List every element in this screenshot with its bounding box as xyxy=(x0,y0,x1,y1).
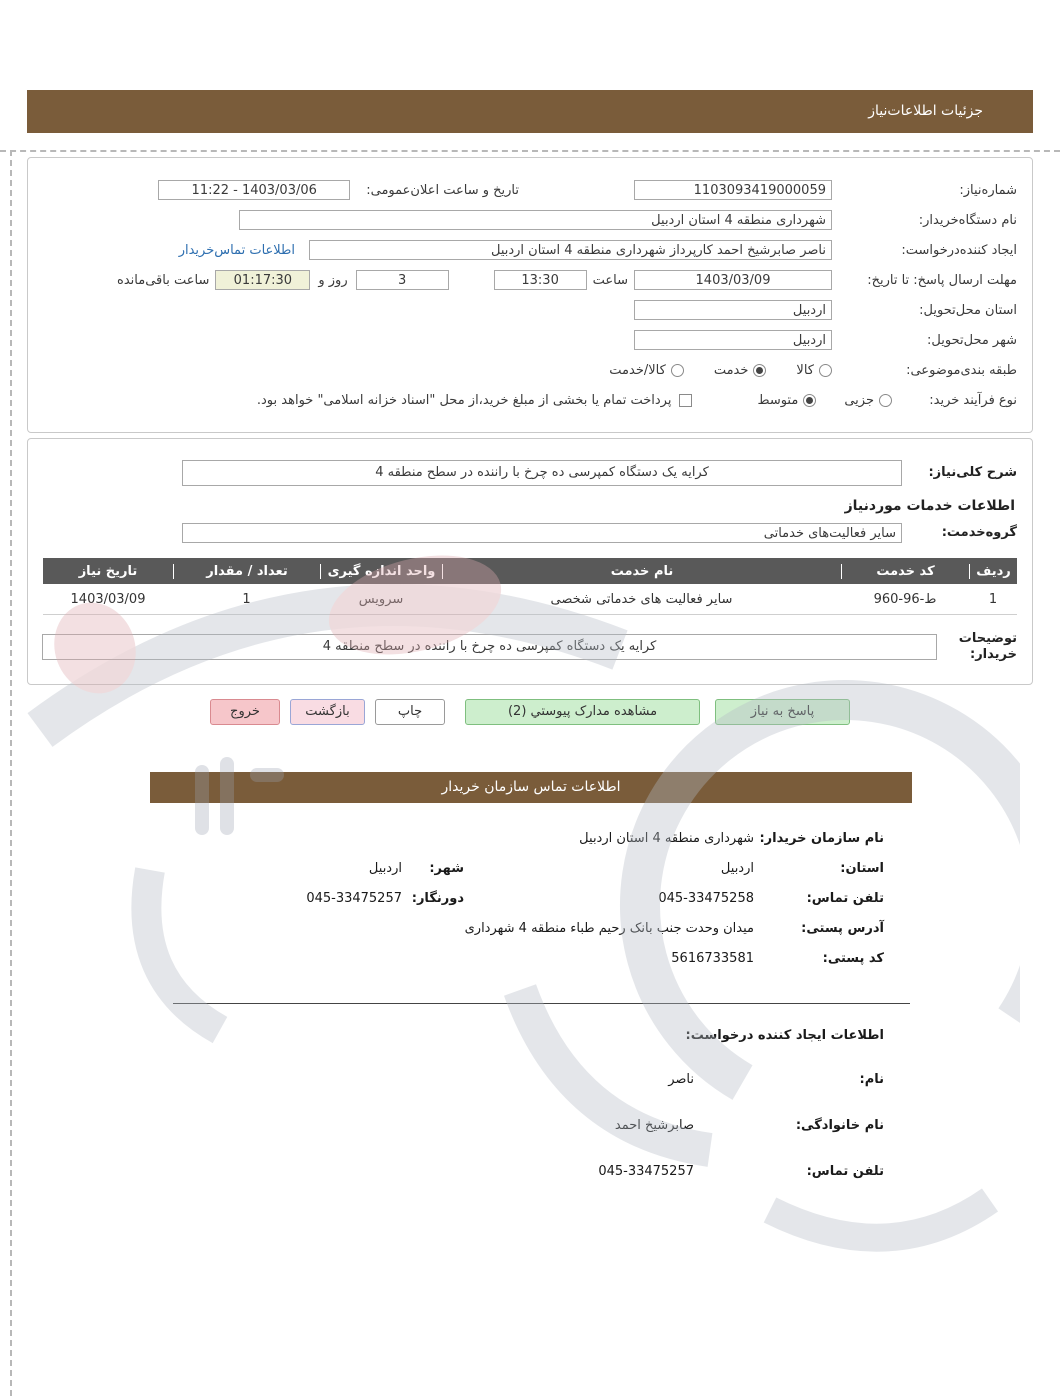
category-label: طبقه بندی‌موضوعی: xyxy=(906,362,1017,378)
contact-city-value: اردبیل xyxy=(368,861,402,876)
address-row xyxy=(150,919,884,938)
services-section-heading: اطلاعات خدمات موردنیاز xyxy=(844,498,1015,514)
creator-family-row xyxy=(150,1117,884,1135)
page-title: جزئیات اطلاعات‌نیاز xyxy=(868,103,983,119)
treasury-checkbox[interactable] xyxy=(679,394,692,407)
buyer-notes-label: توضیحات خریدار: xyxy=(958,631,1017,662)
announce-datetime-input[interactable]: 11:22 - 1403/03/06 xyxy=(158,180,350,200)
requester-input[interactable]: ناصر صابرشیخ احمد کارپرداز شهرداری منطقه 4 استان اردبیل xyxy=(309,240,832,260)
radio-minor-icon[interactable] xyxy=(879,394,892,407)
need-details-box xyxy=(27,438,1033,685)
postal-code-row xyxy=(150,949,884,968)
buyer-notes-input[interactable]: کرایه یک دستگاه کمپرسی ده چرخ با راننده در سطح منطقه 4 xyxy=(42,634,937,660)
process-type-row xyxy=(43,389,1017,411)
buyer-notes-row xyxy=(43,631,1017,663)
creator-phone-label: تلفن تماس: xyxy=(806,1164,884,1179)
col-row-index: ردیف xyxy=(969,564,1017,579)
creator-phone-value: 045-33475257 xyxy=(598,1164,694,1179)
service-group-row xyxy=(43,522,1017,544)
process-option-minor[interactable] xyxy=(844,393,892,408)
top-dashed-divider xyxy=(0,150,1060,152)
requester-row xyxy=(43,239,1017,261)
deadline-date-input[interactable]: 1403/03/09 xyxy=(634,270,832,290)
radio-service-icon[interactable] xyxy=(753,364,766,377)
back-button[interactable]: بازگشت xyxy=(290,699,365,725)
radio-medium-label: متوسط xyxy=(757,392,799,408)
phone-fax-row xyxy=(150,889,884,908)
col-need-date: تاریخ نیاز xyxy=(78,563,138,579)
delivery-city-input[interactable]: اردبیل xyxy=(634,330,832,350)
need-description-label: شرح کلی‌نیاز: xyxy=(928,465,1017,480)
col-quantity: تعداد / مقدار xyxy=(173,564,320,579)
contact-phone-value: 045-33475258 xyxy=(658,891,754,906)
contact-province-value: اردبیل xyxy=(720,861,754,876)
category-option-service[interactable] xyxy=(714,363,767,378)
radio-medium-icon[interactable] xyxy=(803,394,816,407)
org-name-row xyxy=(150,829,884,848)
creator-family-value: صابرشیخ احمد xyxy=(614,1118,694,1133)
creator-name-row xyxy=(150,1071,884,1089)
deadline-row xyxy=(43,269,1017,291)
cell-row-index: 1 xyxy=(988,591,998,607)
service-group-input[interactable]: سایر فعالیت‌های خدماتی xyxy=(182,523,902,543)
services-table xyxy=(43,558,1017,615)
contact-fax-value: 045-33475257 xyxy=(306,891,402,906)
postal-code-label: کد پستی: xyxy=(822,951,884,966)
contact-fax-label: دورنگار: xyxy=(411,891,464,906)
category-row xyxy=(43,359,1017,381)
category-option-goods-service[interactable] xyxy=(609,363,684,378)
need-description-input[interactable]: کرایه یک دستگاه کمپرسی ده چرخ با راننده در سطح منطقه 4 xyxy=(182,460,902,486)
process-option-medium[interactable] xyxy=(757,393,816,408)
services-table-header xyxy=(43,558,1017,584)
page xyxy=(0,90,1060,1396)
province-city-row xyxy=(150,859,884,878)
process-type-label: نوع فرآیند خرید: xyxy=(929,392,1017,408)
contact-province-label: استان: xyxy=(840,861,884,876)
creator-name-value: ناصر xyxy=(668,1072,694,1087)
table-row xyxy=(43,584,1017,615)
creator-family-label: نام خانوادگی: xyxy=(795,1118,884,1133)
contact-city-label: شهر: xyxy=(429,861,464,876)
radio-goods-service-label: کالا/خدمت xyxy=(609,362,666,378)
cell-unit: سرویس xyxy=(358,591,404,607)
delivery-province-label: استان محل‌تحویل: xyxy=(919,302,1017,318)
deadline-days-label: روز و xyxy=(318,272,348,288)
buyer-contact-bar xyxy=(150,772,912,803)
col-unit: واحد اندازه گیری xyxy=(320,564,442,579)
postal-code-value: 5616733581 xyxy=(671,951,754,966)
category-option-goods[interactable] xyxy=(796,363,832,378)
reply-to-need-button[interactable]: پاسخ به نیاز xyxy=(715,699,850,725)
need-description-row xyxy=(43,460,1017,486)
col-service-name: نام خدمت xyxy=(442,564,841,579)
radio-goods-icon[interactable] xyxy=(819,364,832,377)
buyer-org-input[interactable]: شهرداری منطقه 4 استان اردبیل xyxy=(239,210,832,230)
page-title-bar xyxy=(27,90,1033,133)
cell-service-name: سایر فعالیت های خدماتی شخصی xyxy=(550,591,733,607)
announce-datetime-label: تاریخ و ساعت اعلان‌عمومی: xyxy=(366,182,519,198)
delivery-city-label: شهر محل‌تحویل: xyxy=(927,332,1017,348)
delivery-city-row xyxy=(43,329,1017,351)
contact-address-value: میدان وحدت جنب بانک رحیم طباء منطقه 4 شهرداری xyxy=(464,921,754,936)
remaining-time-label: ساعت باقی‌مانده xyxy=(117,272,210,288)
left-dashed-divider xyxy=(10,150,12,1396)
print-button[interactable]: چاپ xyxy=(375,699,445,725)
creator-phone-row xyxy=(150,1163,884,1181)
creator-section xyxy=(150,1028,912,1181)
org-name-value: شهرداری منطقه 4 استان اردبیل xyxy=(579,831,754,846)
cell-need-date: 1403/03/09 xyxy=(70,591,146,607)
deadline-time-input[interactable]: 13:30 xyxy=(494,270,587,290)
deadline-hour-label: ساعت xyxy=(592,272,628,288)
radio-goods-label: کالا xyxy=(796,362,814,378)
request-info-box xyxy=(27,157,1033,433)
buyer-contact-bar-title: اطلاعات تماس سازمان خریدار xyxy=(441,779,621,795)
radio-goods-service-icon[interactable] xyxy=(671,364,684,377)
radio-service-label: خدمت xyxy=(713,362,749,378)
cell-quantity: 1 xyxy=(242,591,251,607)
deadline-label: مهلت ارسال پاسخ: تا تاریخ: xyxy=(867,272,1017,288)
exit-button[interactable]: خروج xyxy=(210,699,280,725)
remaining-time-field: 01:17:30 xyxy=(215,270,310,290)
contact-address-label: آدرس پستی: xyxy=(801,921,884,936)
deadline-days-input[interactable]: 3 xyxy=(356,270,449,290)
need-number-row xyxy=(43,179,1017,201)
delivery-province-row xyxy=(43,299,1017,321)
org-name-label: نام سازمان خریدار: xyxy=(759,831,884,846)
buyer-contact-link[interactable]: اطلاعات تماس‌خریدار xyxy=(178,242,295,258)
need-number-label: شماره‌نیاز: xyxy=(959,182,1017,198)
buyer-org-row xyxy=(43,209,1017,231)
creator-name-label: نام: xyxy=(859,1072,884,1087)
action-buttons-row xyxy=(27,699,1033,725)
delivery-province-input[interactable]: اردبیل xyxy=(634,300,832,320)
buyer-org-label: نام دستگاه‌خریدار: xyxy=(918,212,1017,228)
col-service-code: کد خدمت xyxy=(841,564,969,579)
buyer-contact-section xyxy=(150,829,912,968)
section-divider xyxy=(173,1003,910,1004)
need-number-input[interactable]: 1103093419000059 xyxy=(634,180,832,200)
radio-minor-label: جزیی xyxy=(844,392,874,408)
creator-heading: اطلاعات ایجاد کننده درخواست: xyxy=(685,1028,884,1043)
requester-label: ایجاد کننده‌درخواست: xyxy=(901,242,1017,258)
contact-phone-label: تلفن تماس: xyxy=(806,891,884,906)
cell-service-code: ط-96-960 xyxy=(873,591,937,607)
view-attachments-button[interactable]: مشاهده مدارک پیوستي (2) xyxy=(465,699,700,725)
service-group-label: گروه‌خدمت: xyxy=(941,525,1017,540)
treasury-note: پرداخت تمام یا بخشی از مبلغ خرید،از محل "اسناد خزانه اسلامی" خواهد بود. xyxy=(256,392,672,408)
